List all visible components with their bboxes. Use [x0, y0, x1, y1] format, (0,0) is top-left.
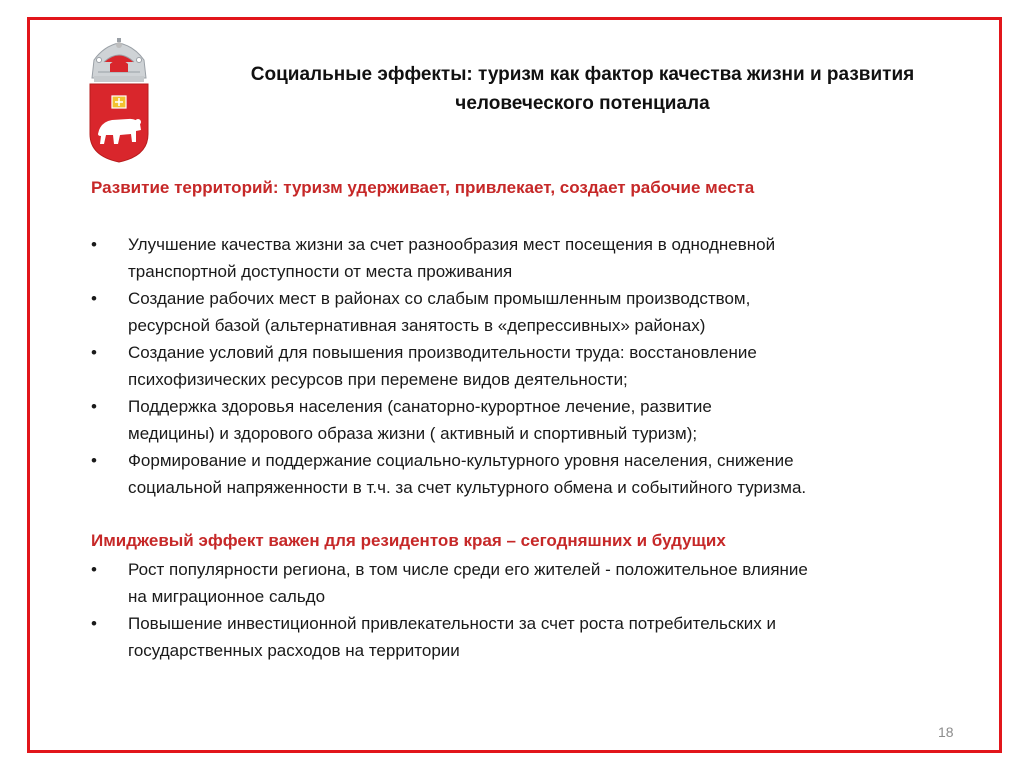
bullet-icon: • — [91, 235, 97, 254]
page-number: 18 — [938, 724, 954, 740]
territory-effects-list — [91, 231, 971, 501]
list-item-text: медицины) и здорового образа жизни ( активный и спортивный туризм); — [128, 424, 698, 443]
section-heading-image-effect: Имиджевый эффект важен для резидентов края – сегодняшних и будущих — [91, 531, 726, 550]
bullet-icon: • — [91, 397, 97, 416]
list-item — [91, 610, 971, 664]
bullet-icon: • — [91, 614, 97, 633]
list-item-text: Рост популярности региона, в том числе среди его жителей - положительное влияние — [128, 560, 808, 579]
list-item-text: Создание условий для повышения производительности труда: восстановление — [128, 343, 757, 362]
list-item-text: Улучшение качества жизни за счет разнообразия мест посещения в однодневной — [128, 235, 776, 254]
title-line-1: Социальные эффекты: туризм как фактор качества жизни и развития — [250, 64, 915, 85]
bullet-icon: • — [91, 451, 97, 470]
list-item — [91, 556, 971, 610]
list-item-text: Формирование и поддержание социально-культурного уровня населения, снижение — [128, 451, 794, 470]
list-item-text: государственных расходов на территории — [128, 641, 460, 660]
list-item-text: социальной напряженности в т.ч. за счет культурного обмена и событийного туризма. — [128, 478, 807, 497]
title-line-2: человеческого потенциала — [455, 93, 710, 114]
list-item — [91, 285, 971, 339]
list-item-text: транспортной доступности от места проживания — [128, 262, 513, 281]
list-item — [91, 339, 971, 393]
list-item — [91, 393, 971, 447]
bullet-icon: • — [91, 289, 97, 308]
list-item-text: на миграционное сальдо — [128, 587, 326, 606]
list-item-text: психофизических ресурсов при перемене видов деятельности; — [128, 370, 628, 389]
bullet-icon: • — [91, 343, 97, 362]
image-effects-list — [91, 556, 971, 664]
list-item-text: Повышение инвестиционной привлекательности за счет роста потребительских и — [128, 614, 777, 633]
list-item — [91, 231, 971, 285]
perm-krai-coat-of-arms-icon — [84, 38, 154, 164]
list-item-text: ресурсной базой (альтернативная занятость в «депрессивных» районах) — [128, 316, 706, 335]
list-item-text: Поддержка здоровья населения (санаторно-курортное лечение, развитие — [128, 397, 712, 416]
list-item-text: Создание рабочих мест в районах со слабым промышленным производством, — [128, 289, 751, 308]
list-item — [91, 447, 971, 501]
slide-title — [175, 60, 990, 118]
bullet-icon: • — [91, 560, 97, 579]
section-heading-territory-development: Развитие территорий: туризм удерживает, привлекает, создает рабочие места — [91, 178, 755, 197]
